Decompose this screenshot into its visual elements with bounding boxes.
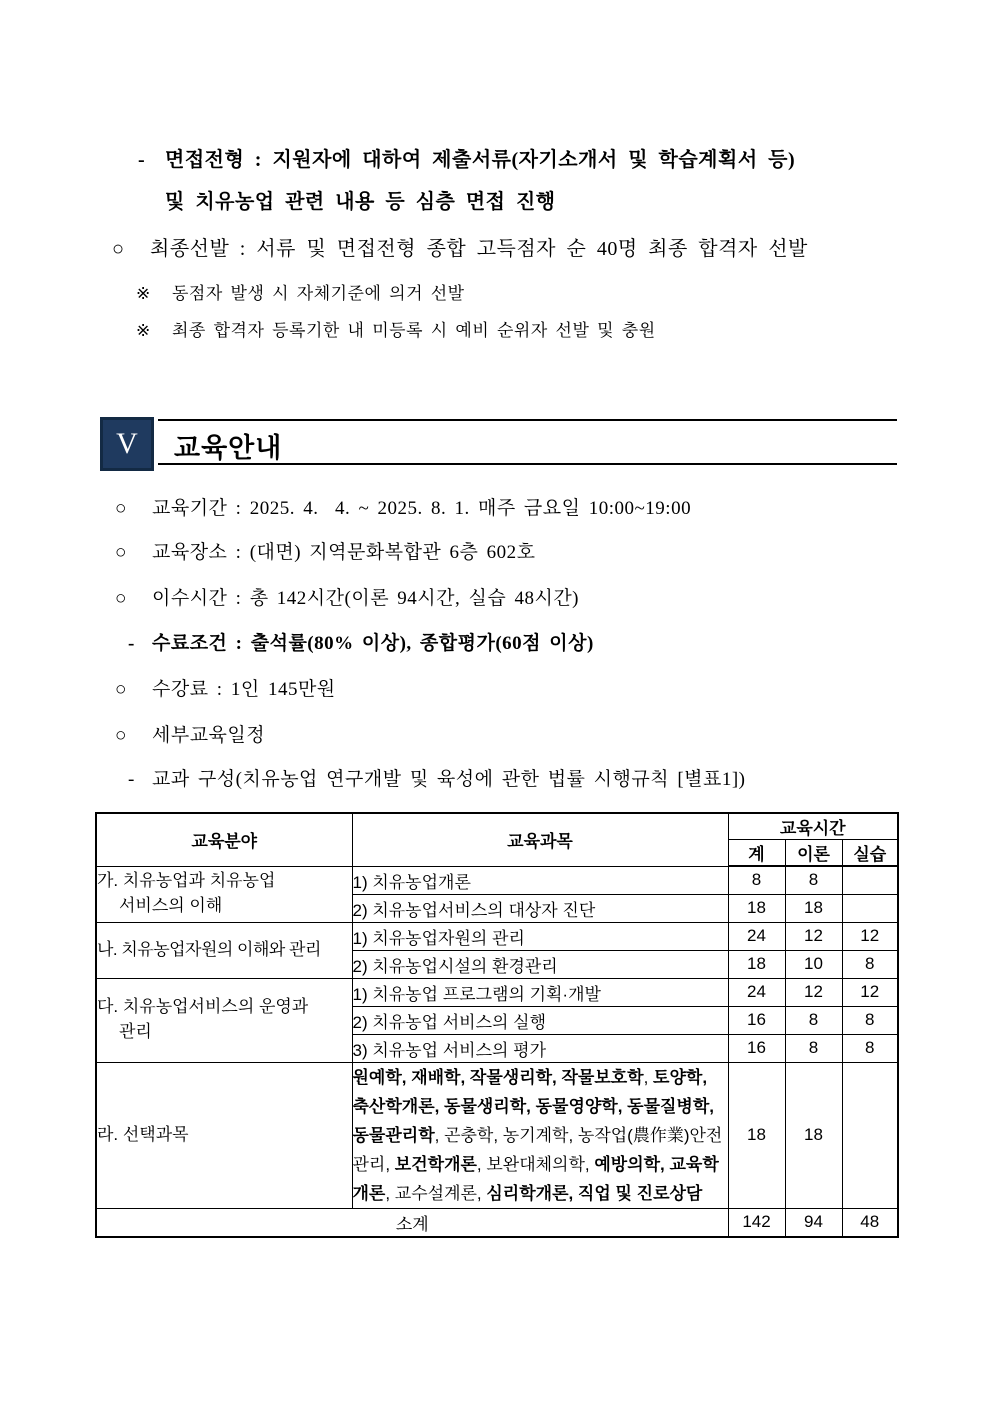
circle-marker: ○ — [115, 725, 127, 746]
practice-cell — [842, 894, 898, 922]
circle-marker: ○ — [115, 498, 127, 519]
info-text-fee: 수강료 : 1인 145만원 — [152, 679, 336, 700]
theory-cell: 12 — [785, 922, 842, 950]
total-cell: 16 — [728, 1034, 785, 1062]
note-line-1 — [136, 283, 465, 304]
table-row-elective — [96, 1062, 898, 1208]
subtotal-total: 142 — [728, 1208, 785, 1237]
title-rule-top — [158, 419, 897, 421]
table-header-row-1 — [96, 813, 898, 840]
info-line-schedule — [115, 724, 265, 748]
section-title: 교육안내 — [174, 433, 283, 463]
dash-marker: - — [128, 633, 135, 654]
title-rule-bottom — [158, 463, 897, 465]
subtotal-label: 소계 — [96, 1208, 728, 1237]
final-selection-line — [112, 237, 808, 262]
practice-cell: 8 — [842, 1006, 898, 1034]
field-line: 가. 치유농업과 치유농업 — [97, 871, 276, 891]
theory-cell: 8 — [785, 1034, 842, 1062]
note-text-2: 최종 합격자 등록기한 내 미등록 시 예비 순위자 선발 및 충원 — [172, 321, 656, 340]
theory-cell: 18 — [785, 1062, 842, 1208]
circle-marker: ○ — [115, 588, 127, 609]
practice-cell: 8 — [842, 950, 898, 978]
table-row — [96, 978, 898, 1006]
total-cell: 18 — [728, 950, 785, 978]
info-text-completion: 수료조건 : 출석률(80% 이상), 종합평가(60점 이상) — [152, 633, 594, 654]
section-numeral-box — [100, 417, 154, 471]
header-field: 교육분야 — [96, 813, 352, 866]
total-cell: 18 — [728, 894, 785, 922]
dash-marker: - — [138, 149, 146, 171]
field-line: 다. 치유농업서비스의 운영과 — [97, 997, 309, 1017]
info-line-period — [115, 497, 691, 521]
note-text-1: 동점자 발생 시 자체기준에 의거 선발 — [172, 284, 465, 303]
header-theory: 이론 — [785, 840, 842, 867]
field-group-da — [96, 978, 352, 1062]
interview-text-2: 및 치유농업 관련 내용 등 심층 면접 진행 — [165, 191, 556, 213]
info-line-curriculum — [128, 768, 746, 792]
field-group-ga — [96, 866, 352, 922]
total-cell: 24 — [728, 978, 785, 1006]
theory-cell: 8 — [785, 866, 842, 894]
circle-marker: ○ — [115, 542, 127, 563]
field-line: 관리 — [119, 1022, 152, 1041]
info-text-period: 교육기간 : 2025. 4. 4. ~ 2025. 8. 1. 매주 금요일 10:00~19:00 — [152, 498, 692, 519]
elective-subjects-cell: 원예학, 재배학, 작물생리학, 작물보호학, 토양학, 축산학개론, 동물생리학, 동물영양학, 동물질병학, 동물관리학, 곤충학, 농기계학, 농작업(農作業)안전관리, 보건학개론, 보완대체의학, 예방의학, 교육학개론, 교수설계론, 심리학개론, 직업 및 진로상담 — [352, 1062, 728, 1208]
total-cell: 8 — [728, 866, 785, 894]
field-line: 나. 치유농업자원의 이해와 관리 — [97, 939, 321, 959]
total-cell: 18 — [728, 1062, 785, 1208]
subject-cell: 1) 치유농업자원의 관리 — [352, 922, 728, 950]
info-text-curriculum: 교과 구성(치유농업 연구개발 및 육성에 관한 법률 시행규칙 [별표1]) — [152, 769, 746, 790]
subject-cell: 2) 치유농업시설의 환경관리 — [352, 950, 728, 978]
table-row-subtotal — [96, 1208, 898, 1237]
table-row — [96, 866, 898, 894]
info-text-place: 교육장소 : (대면) 지역문화복합관 6층 602호 — [152, 542, 536, 563]
interview-text-1: 면접전형 : 지원자에 대하여 제출서류(자기소개서 및 학습계획서 등) — [165, 149, 796, 171]
interview-line-2 — [165, 190, 556, 215]
info-line-hours — [115, 587, 579, 611]
field-group-na — [96, 922, 352, 978]
reference-mark-icon: ※ — [136, 321, 151, 340]
subject-cell: 3) 치유농업 서비스의 평가 — [352, 1034, 728, 1062]
theory-cell: 10 — [785, 950, 842, 978]
subtotal-theory: 94 — [785, 1208, 842, 1237]
info-line-fee — [115, 678, 336, 702]
theory-cell: 12 — [785, 978, 842, 1006]
section-numeral: V — [116, 427, 138, 460]
header-hours: 교육시간 — [728, 813, 898, 840]
info-text-hours: 이수시간 : 총 142시간(이론 94시간, 실습 48시간) — [152, 588, 579, 609]
practice-cell — [842, 1062, 898, 1208]
practice-cell: 12 — [842, 922, 898, 950]
subject-cell: 1) 치유농업 프로그램의 기획·개발 — [352, 978, 728, 1006]
interview-line-1 — [138, 148, 795, 173]
field-group-ra: 라. 선택과목 — [96, 1062, 352, 1208]
circle-marker: ○ — [115, 679, 127, 700]
practice-cell: 8 — [842, 1034, 898, 1062]
dash-marker: - — [128, 769, 135, 790]
reference-mark-icon: ※ — [136, 284, 151, 303]
note-line-2 — [136, 320, 656, 341]
subject-cell: 2) 치유농업서비스의 대상자 진단 — [352, 894, 728, 922]
theory-cell: 8 — [785, 1006, 842, 1034]
curriculum-table — [95, 812, 899, 1238]
info-line-completion — [128, 632, 594, 656]
info-text-schedule: 세부교육일정 — [152, 725, 266, 746]
practice-cell — [842, 866, 898, 894]
subject-cell: 1) 치유농업개론 — [352, 866, 728, 894]
subject-cell: 2) 치유농업 서비스의 실행 — [352, 1006, 728, 1034]
info-line-place — [115, 541, 536, 565]
field-line: 서비스의 이해 — [119, 896, 223, 915]
header-subject: 교육과목 — [352, 813, 728, 866]
circle-marker: ○ — [112, 238, 125, 260]
theory-cell: 18 — [785, 894, 842, 922]
header-total: 계 — [728, 840, 785, 867]
practice-cell: 12 — [842, 978, 898, 1006]
table-row — [96, 922, 898, 950]
subtotal-practice: 48 — [842, 1208, 898, 1237]
total-cell: 16 — [728, 1006, 785, 1034]
total-cell: 24 — [728, 922, 785, 950]
final-selection-text: 최종선발 : 서류 및 면접전형 종합 고득점자 순 40명 최종 합격자 선발 — [150, 238, 808, 260]
header-practice: 실습 — [842, 840, 898, 867]
